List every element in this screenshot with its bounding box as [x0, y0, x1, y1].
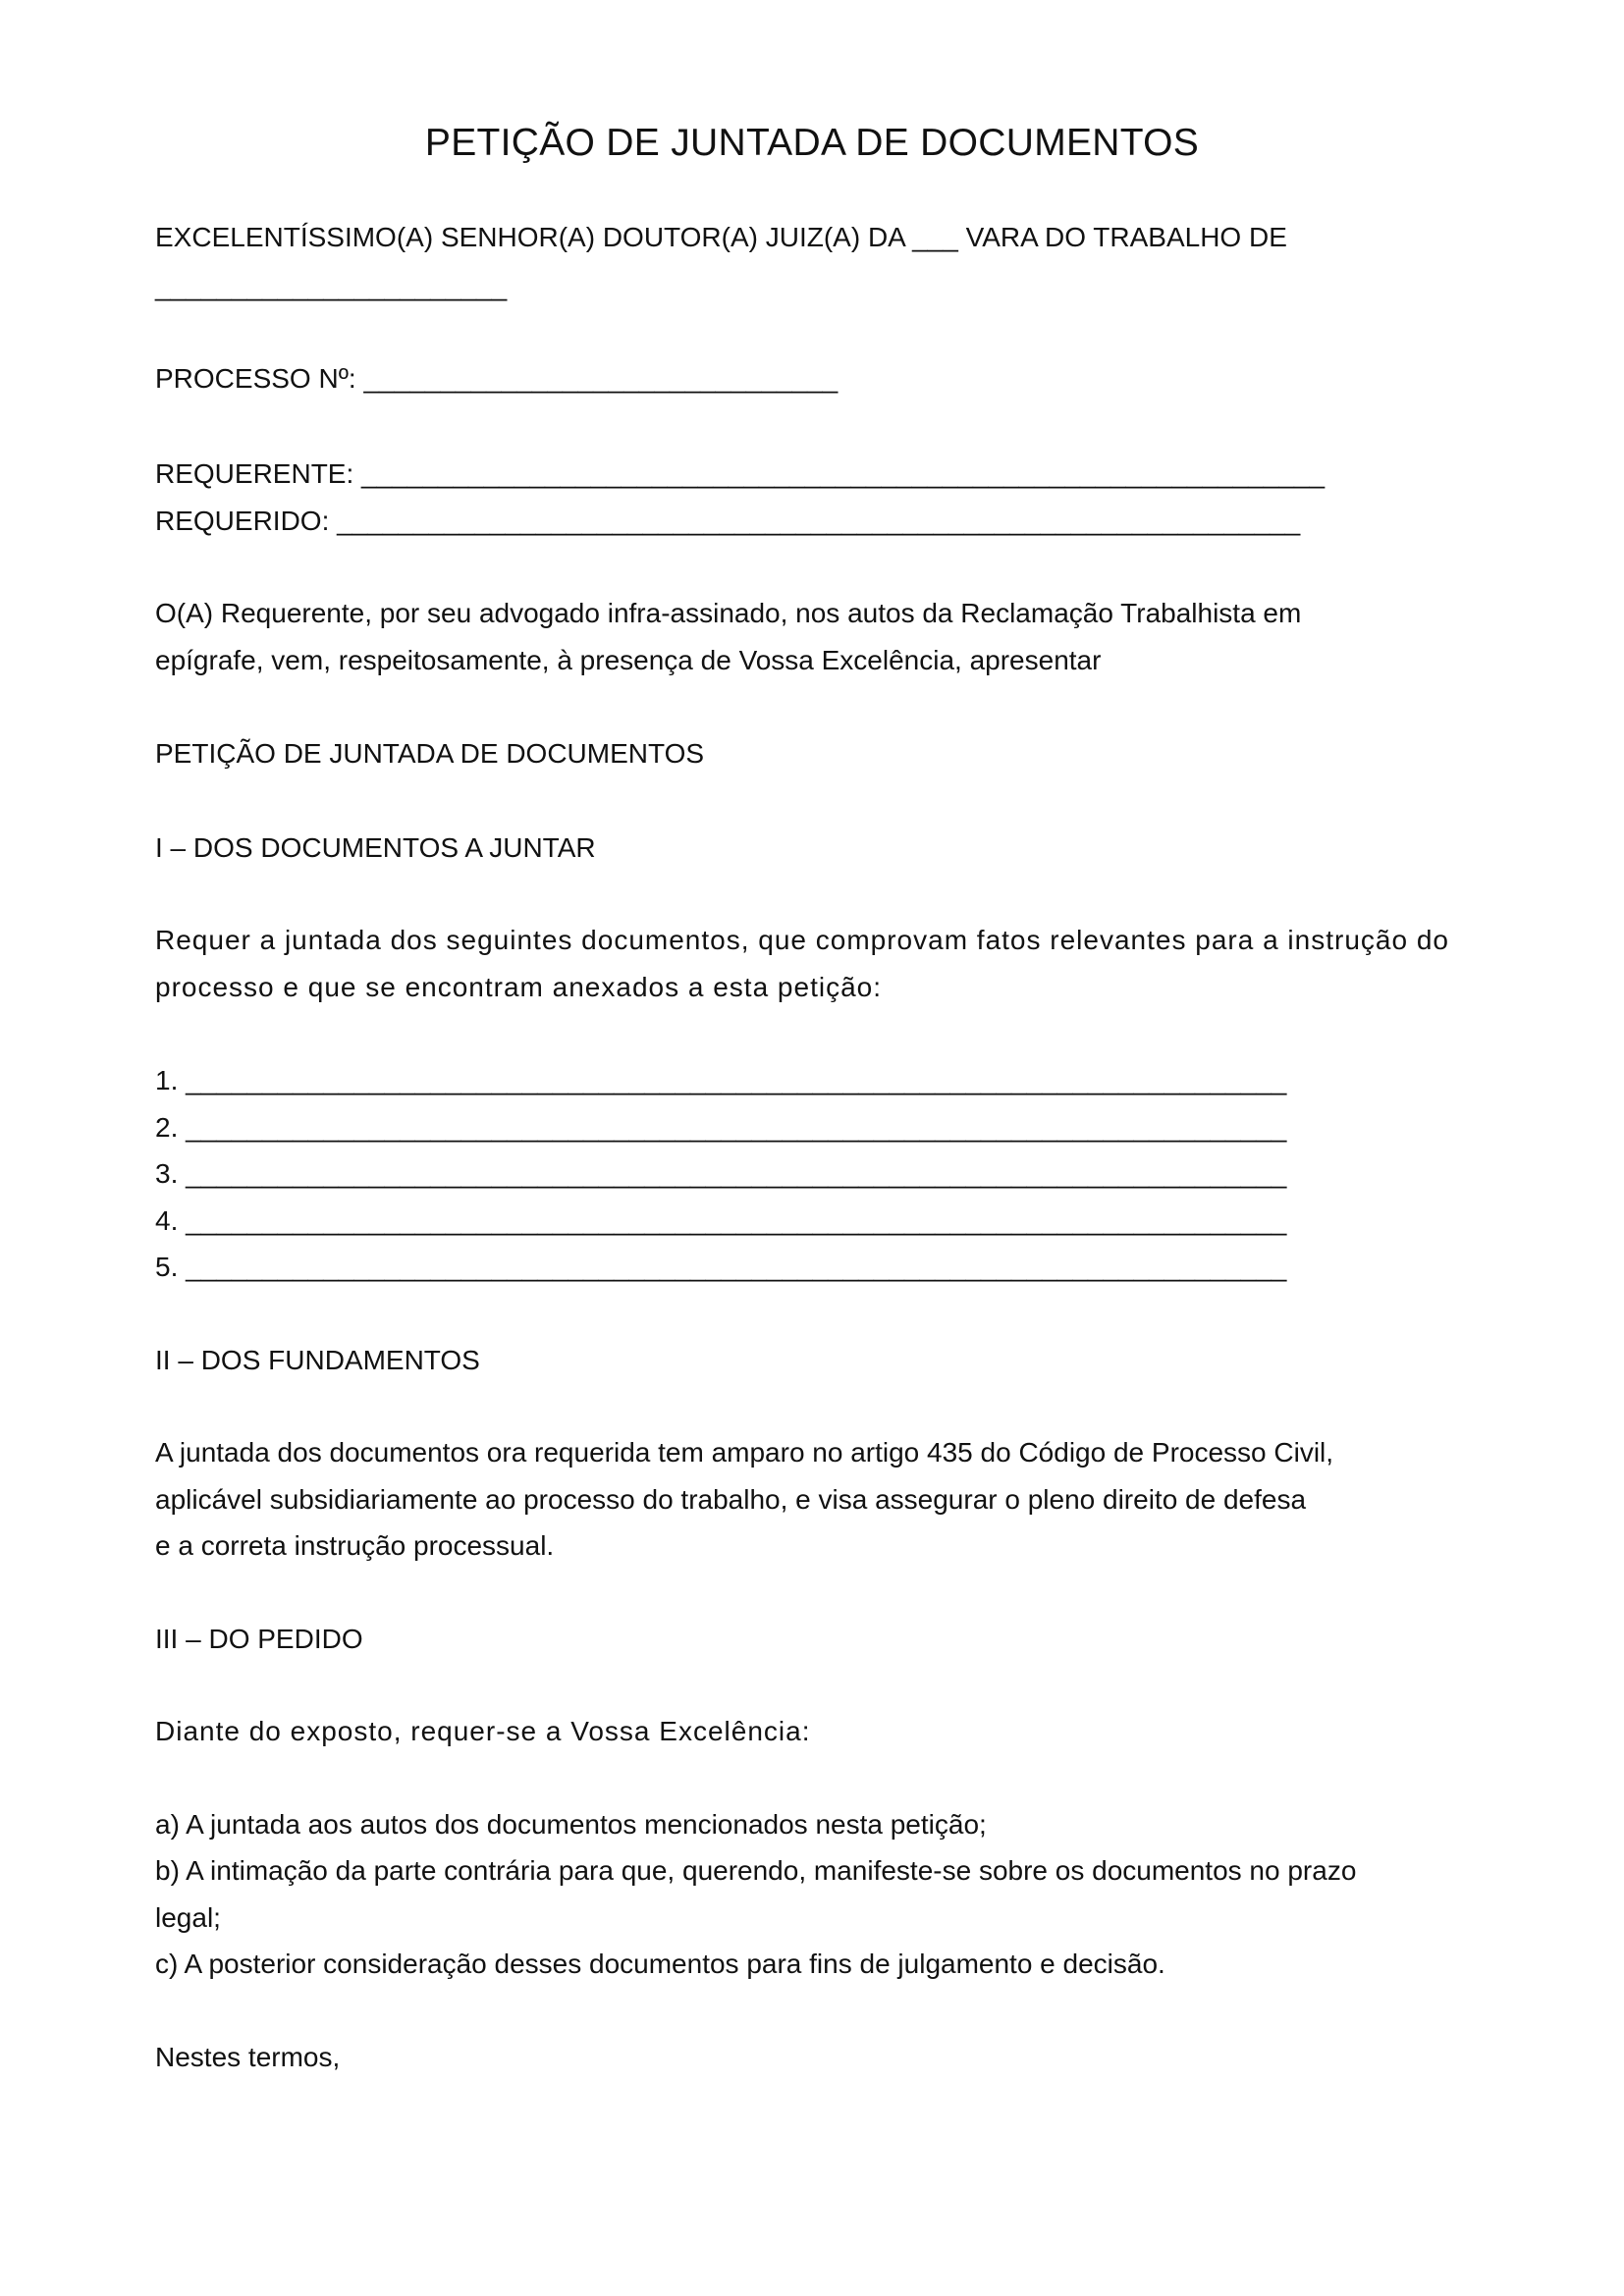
request-item-b-line-1: b) A intimação da parte contrária para que, querendo, manifeste-se sobre os documentos no prazo [155, 1855, 1357, 1886]
section-2-line-2: aplicável subsidiariamente ao processo do trabalho, e visa assegurar o pleno direito de defesa [155, 1484, 1307, 1515]
closing-text: Nestes termos, [155, 2042, 341, 2072]
section-3-intro: Diante do exposto, requer-se a Vossa Excelência: [155, 1716, 811, 1746]
document-list-item-1: 1. ________________________________________________________________________ [155, 1065, 1287, 1095]
intro-line-2: epígrafe, vem, respeitosamente, à presença de Vossa Excelência, apresentar [155, 645, 1102, 675]
document-subtitle: PETIÇÃO DE JUNTADA DE DOCUMENTOS [155, 738, 705, 769]
process-number-field: PROCESSO Nº: _______________________________ [155, 363, 839, 394]
document-list-item-4: 4. ________________________________________________________________________ [155, 1205, 1287, 1236]
request-item-c: c) A posterior consideração desses documentos para fins de julgamento e decisão. [155, 1949, 1165, 1979]
intro-line-1: O(A) Requerente, por seu advogado infra-assinado, nos autos da Reclamação Trabalhista em [155, 598, 1302, 628]
document-list-item-5: 5. ________________________________________________________________________ [155, 1252, 1287, 1282]
addressee-line-2: _______________________ [155, 271, 508, 301]
requerido-field: REQUERIDO: _______________________________________________________________ [155, 506, 1301, 536]
requerente-field: REQUERENTE: _______________________________________________________________ [155, 458, 1326, 489]
request-item-a: a) A juntada aos autos dos documentos mencionados nesta petição; [155, 1809, 987, 1840]
section-1-line-2: processo e que se encontram anexados a esta petição: [155, 972, 882, 1002]
section-2-line-3: e a correta instrução processual. [155, 1530, 555, 1561]
section-3-heading: III – DO PEDIDO [155, 1624, 363, 1654]
document-list-item-2: 2. ________________________________________________________________________ [155, 1112, 1287, 1143]
request-item-b-line-2: legal; [155, 1902, 221, 1933]
document-list-item-3: 3. ________________________________________________________________________ [155, 1158, 1287, 1189]
addressee-line-1: EXCELENTÍSSIMO(A) SENHOR(A) DOUTOR(A) JUIZ(A) DA ___ VARA DO TRABALHO DE [155, 222, 1287, 252]
section-2-heading: II – DOS FUNDAMENTOS [155, 1345, 480, 1375]
section-1-line-1: Requer a juntada dos seguintes documentos, que comprovam fatos relevantes para a instrução do [155, 925, 1449, 955]
section-1-heading: I – DOS DOCUMENTOS A JUNTAR [155, 832, 596, 863]
document-title: PETIÇÃO DE JUNTADA DE DOCUMENTOS [424, 122, 1200, 164]
section-2-line-1: A juntada dos documentos ora requerida tem amparo no artigo 435 do Código de Processo Civil, [155, 1437, 1334, 1468]
